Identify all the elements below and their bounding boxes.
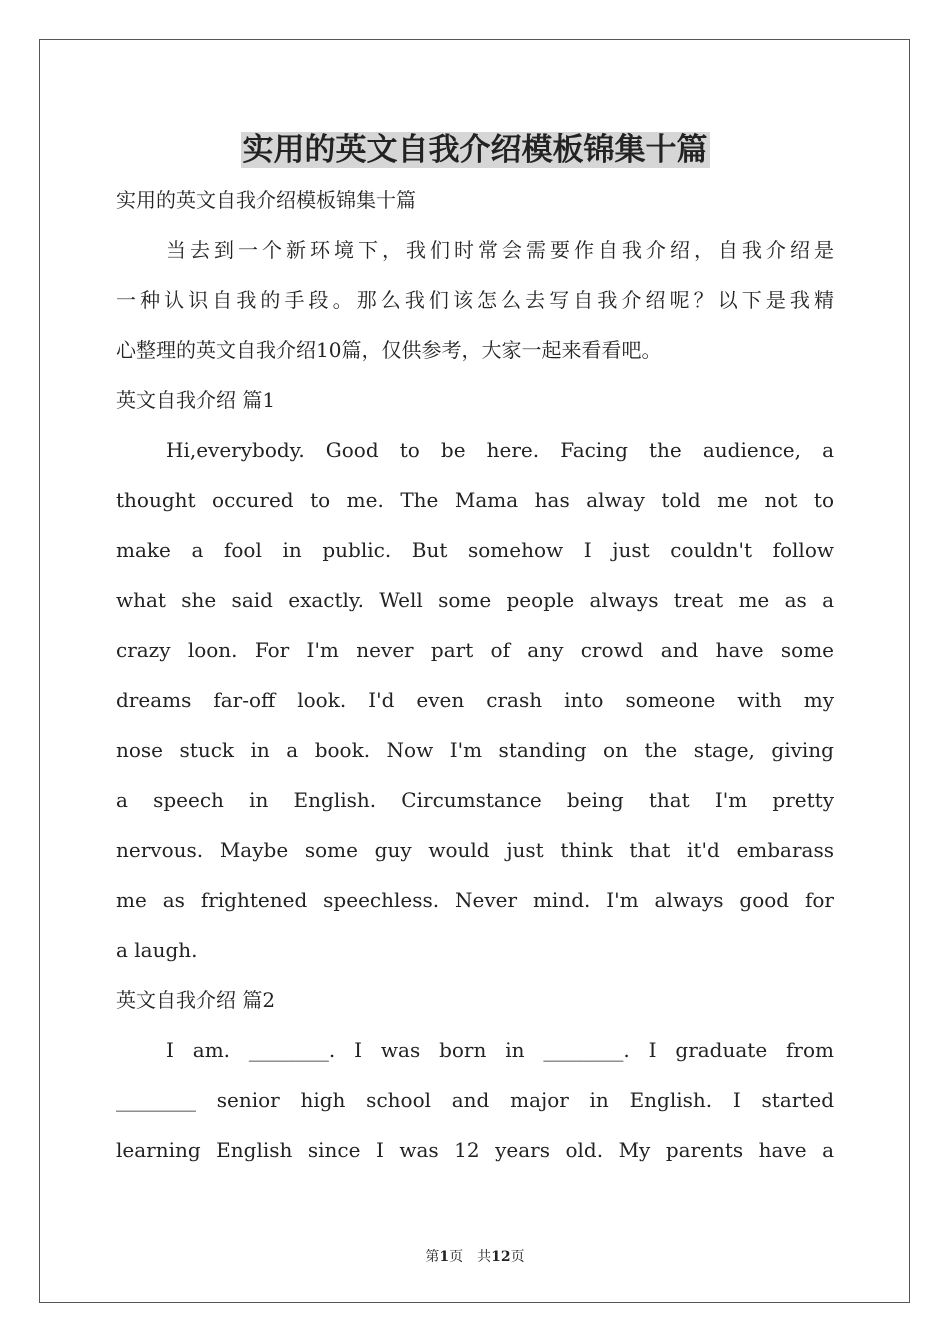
text-line: a laugh. — [116, 938, 198, 962]
text-line: 当去到一个新环境下，我们时常会需要作自我介绍，自我介绍是 — [166, 238, 834, 262]
text-line: 心整理的英文自我介绍10篇，仅供参考，大家一起来看看吧。 — [116, 338, 662, 362]
text-line: me as frightened speechless. Never mind. I'm always good for — [116, 888, 834, 912]
text-line: ________ senior high school and major in English. I started — [116, 1088, 834, 1112]
text-line: learning English since I was 12 years old. My parents have a — [116, 1138, 834, 1162]
footer-page-suffix: 页 — [510, 1249, 525, 1265]
footer-total-pages: 12 — [491, 1249, 511, 1265]
text-line: Hi,everybody. Good to be here. Facing the audience, a — [166, 438, 834, 462]
text-line: nose stuck in a book. Now I'm standing on the stage, giving — [116, 738, 834, 762]
text-line: make a fool in public. But somehow I just couldn't follow — [116, 538, 834, 562]
document-body — [116, 175, 834, 1175]
text-line: a speech in English. Circumstance being that I'm pretty — [116, 788, 834, 812]
text-line: 一种认识自我的手段。那么我们该怎么去写自我介绍呢？以下是我精 — [116, 288, 834, 312]
document-title — [0, 128, 950, 172]
text-line: 实用的英文自我介绍模板锦集十篇 — [116, 188, 416, 212]
page-footer — [0, 1246, 950, 1266]
text-line: 英文自我介绍 篇2 — [116, 988, 276, 1012]
footer-page-number: 1 — [439, 1249, 450, 1265]
footer-page-mid: 页 共 — [449, 1249, 492, 1265]
text-line: nervous. Maybe some guy would just think that it'd embarass — [116, 838, 834, 862]
text-line: dreams far-off look. I'd even crash into someone with my — [116, 688, 834, 712]
text-line: what she said exactly. Well some people always treat me as a — [116, 588, 834, 612]
footer-page-prefix: 第 — [425, 1249, 440, 1265]
text-line: I am. ________. I was born in ________. I graduate from — [166, 1038, 834, 1062]
document-title-text: 实用的英文自我介绍模板锦集十篇 — [242, 132, 708, 168]
text-line: 英文自我介绍 篇1 — [116, 388, 276, 412]
text-line: thought occured to me. The Mama has alway told me not to — [116, 488, 834, 512]
text-line: crazy loon. For I'm never part of any crowd and have some — [116, 638, 834, 662]
